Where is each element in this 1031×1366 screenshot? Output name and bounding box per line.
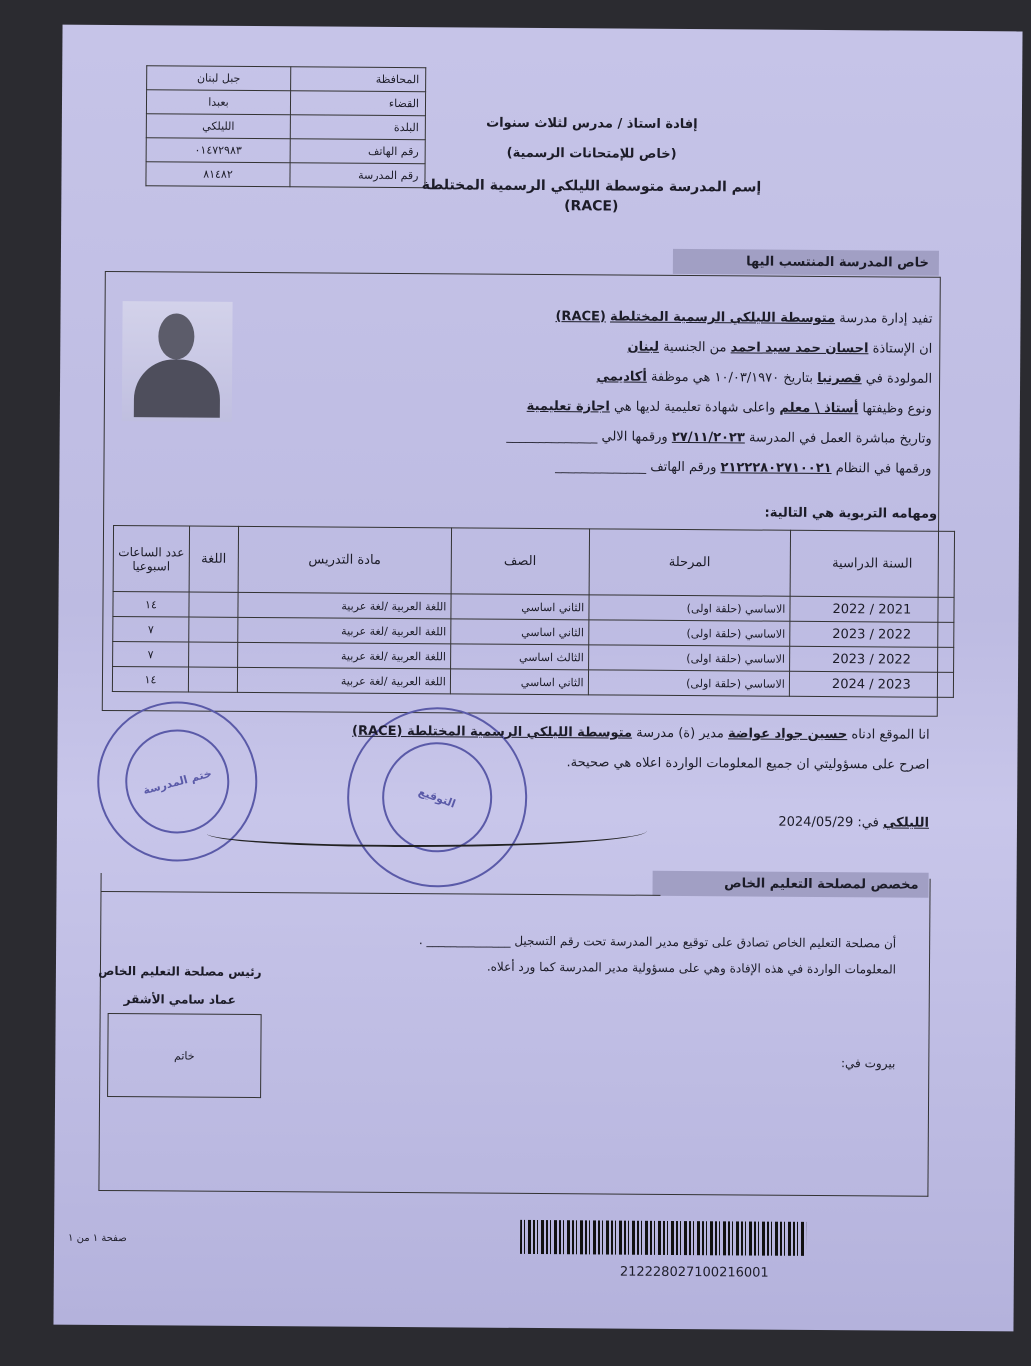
private-ed-heading: مخصص لمصلحة التعليم الخاص <box>652 871 928 898</box>
column-header: مادة التدريس <box>238 526 451 593</box>
teacher-photo <box>122 301 233 422</box>
table-cell <box>188 667 237 692</box>
table-cell: الاساسي (حلقة اولى) <box>588 670 789 696</box>
tasks-intro: ومهامه التربوية هي التالية: <box>764 505 938 522</box>
table-cell: 2023 / 2024 <box>789 671 953 697</box>
document-title: إفادة استاذ / مدرس لثلاث سنوات <box>486 115 698 133</box>
table-cell: الاساسي (حلقة اولى) <box>589 595 790 621</box>
private-ed-place: بيروت في: <box>840 1056 896 1071</box>
info-label: رقم المدرسة <box>290 163 425 188</box>
table-cell: ١٤ <box>113 592 189 618</box>
detail-line: ونوع وظيفتها أستاذ \ معلم واعلى شهادة تعليمية لديها هي اجازة تعليمية <box>526 398 932 417</box>
private-ed-text <box>376 927 896 983</box>
detail-line: ان الإستاذة احسان حمد سيد احمد من الجنسية لبنان <box>627 339 933 357</box>
column-header: الصف <box>451 528 589 595</box>
column-header: اللغة <box>189 526 238 592</box>
info-label: القضاء <box>290 91 425 116</box>
declaration <box>317 716 930 838</box>
table-cell <box>189 642 238 667</box>
table-cell: ٧ <box>113 642 189 668</box>
column-header: عدد الساعات اسبوعيا <box>113 526 189 593</box>
table-cell: الثالث اساسي <box>450 644 588 670</box>
info-value: ٨١٤٨٢ <box>146 162 290 187</box>
table-cell: 2022 / 2023 <box>790 621 954 647</box>
table-cell: اللغة العربية /لغة عربية <box>237 642 450 668</box>
school-code: (RACE) <box>564 198 619 215</box>
text-line: أن مصلحة التعليم الخاص تصادق على توقيع مدير المدرسة تحت رقم التسجيل ______________ . <box>418 933 897 951</box>
declaration-line: انا الموقع ادناه حسين جواد عواضة مدير (ة) مدرسة متوسطة الليلكي الرسمية المختلطة (RACE) <box>351 723 930 743</box>
table-cell: اللغة العربية /لغة عربية <box>237 667 450 693</box>
page-number: صفحة ١ من ١ <box>68 1232 127 1245</box>
info-value: جبل لبنان <box>147 66 291 91</box>
barcode-number: 212228027100216001 <box>619 1264 769 1281</box>
info-label: البلدة <box>290 115 425 140</box>
school-section-heading: خاص المدرسة المنتسب اليها <box>673 249 939 276</box>
text-line: المعلومات الواردة في هذه الإفادة وهي على مسؤولية مدير المدرسة كما ورد أعلاه. <box>486 959 897 977</box>
info-label: رقم الهاتف <box>290 139 425 164</box>
table-cell: 2021 / 2022 <box>790 596 954 622</box>
teacher-details <box>359 301 932 485</box>
column-header: السنة الدراسية <box>790 530 955 597</box>
info-value: الليلكي <box>146 114 290 139</box>
school-stamp <box>80 684 275 879</box>
table-cell: الثاني اساسي <box>450 669 588 695</box>
info-label: المحافظة <box>291 67 426 92</box>
table-cell: الاساسي (حلقة اولى) <box>588 620 789 646</box>
declaration-line: اصرح على مسؤوليتي ان جميع المعلومات الواردة اعلاه هي صحيحة. <box>566 755 930 773</box>
seal-box <box>107 1013 262 1098</box>
declaration-place-date: الليلكي في: 2024/05/29 <box>778 814 930 831</box>
detail-line: وتاريخ مباشرة العمل في المدرسة ٢٧/١١/٢٠٢٣ ورقمها الالي ______________ <box>506 428 932 447</box>
table-cell: اللغة العربية /لغة عربية <box>238 592 451 618</box>
detail-line: المولودة في قصرنبا بتاريخ ١٠/٠٣/١٩٧٠ هي موظفة أكاديمي <box>596 369 933 387</box>
school-name: إسم المدرسة متوسطة الليلكي الرسمية المختلطة <box>421 177 762 196</box>
official-name: عماد سامي الأشقر <box>123 992 236 1007</box>
seal-label: خاتم <box>174 1048 195 1063</box>
table-cell: الثاني اساسي <box>451 619 589 645</box>
table-cell: الاساسي (حلقة اولى) <box>588 645 789 671</box>
info-value: بعبدا <box>146 90 290 115</box>
table-cell: ١٤ <box>112 667 188 693</box>
table-cell: ٧ <box>113 617 189 643</box>
detail-line: ورقمها في النظام ٢١٢٢٢٨٠٢٧١٠٠٢١ ورقم الهاتف ______________ <box>555 459 932 477</box>
barcode <box>520 1220 806 1256</box>
table-row <box>112 667 953 698</box>
official-title: رئيس مصلحة التعليم الخاص <box>98 963 262 980</box>
document-subtitle: (خاص للإمتحانات الرسمية) <box>506 145 677 162</box>
document-page <box>53 25 1022 1332</box>
table-cell: 2022 / 2023 <box>789 646 953 672</box>
column-header: المرحلة <box>589 529 791 596</box>
tasks-table <box>112 525 955 698</box>
official-block <box>80 957 280 1014</box>
table-cell: الثاني اساسي <box>451 594 589 620</box>
detail-line: تفيد إدارة مدرسة متوسطة الليلكي الرسمية المختلطة (RACE) <box>555 309 933 327</box>
stamp-text: ختم المدرسة <box>141 766 213 797</box>
info-value: ٠١٤٧٢٩٨٣ <box>146 138 290 163</box>
school-info-table <box>145 65 426 188</box>
table-cell <box>189 592 238 617</box>
table-header-row <box>113 526 954 598</box>
table-cell <box>189 617 238 642</box>
table-cell: اللغة العربية /لغة عربية <box>238 617 451 643</box>
stamp-text: التوقيع <box>416 784 458 811</box>
